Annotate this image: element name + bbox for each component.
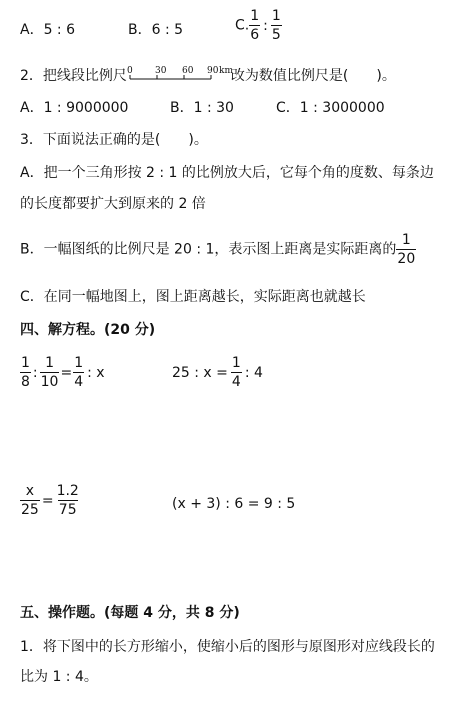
equation-1-tail: : x: [87, 364, 105, 381]
equation-3-fraction-1: [20, 484, 40, 517]
equation-1-equals: =: [60, 364, 73, 381]
q3-option-b-fraction: [396, 233, 416, 266]
scale-tick-0: 0: [126, 66, 133, 76]
equation-1-fraction-2: [40, 356, 60, 389]
scale-tick-30: 30: [154, 66, 167, 76]
fraction-denominator: 75: [58, 502, 77, 518]
q3-stem: 3．下面说法正确的是( )。: [20, 132, 208, 148]
q3-option-b-text: B．一幅图纸的比例尺是 20 : 1，表示图上距离是实际距离的: [20, 241, 397, 258]
q1-option-b: B．6 : 5: [128, 22, 184, 38]
fraction-denominator: 20: [397, 251, 416, 267]
section-5-title: 五、操作题。(每题 4 分，共 8 分): [20, 605, 240, 621]
fraction-denominator: 6: [250, 27, 260, 43]
q3-option-a-line-1: A．把一个三角形按 2 : 1 的比例放大后，它每个角的度数、每条边: [20, 165, 434, 181]
q1-option-a: A．5 : 6: [20, 22, 76, 38]
fraction-numerator: x: [25, 483, 35, 499]
q3-option-c: C．在同一幅地图上，图上距离越长，实际距离也就越长: [20, 289, 366, 305]
section-5-q1-line-1: 1．将下图中的长方形缩小，使缩小后的图形与原图形对应线段长的: [20, 639, 435, 655]
fraction-numerator: 1: [250, 8, 260, 24]
q1-option-c-fraction-2: [271, 9, 282, 42]
fraction-numerator: 1: [21, 355, 30, 371]
q2-suffix: 改为数值比例尺是( )。: [230, 68, 396, 84]
q3-option-a-line-2: 的长度都要扩大到原来的 2 倍: [20, 196, 206, 212]
equation-2-fraction: [231, 356, 242, 389]
fraction-numerator: 1: [45, 355, 55, 371]
q3-option-b: [20, 233, 416, 266]
equation-3: [20, 484, 80, 517]
fraction-denominator: 10: [40, 374, 59, 390]
equation-3-equals: =: [41, 492, 54, 509]
scale-unit: km: [218, 66, 233, 76]
equation-1-fraction-1: [20, 356, 31, 389]
scale-tick-60: 60: [181, 66, 194, 76]
equation-4: (x + 3) : 6 = 9 : 5: [172, 496, 296, 512]
fraction-denominator: 8: [21, 374, 30, 390]
fraction-numerator: 1: [401, 232, 411, 248]
q1-option-c: [235, 9, 282, 42]
q2-stem: [20, 66, 396, 86]
fraction-numerator: 1: [74, 355, 84, 371]
line-scale: [127, 66, 231, 86]
section-4-title: 四、解方程。(20 分): [20, 322, 156, 338]
fraction-denominator: 5: [271, 27, 281, 43]
q1-option-c-colon: :: [263, 17, 268, 34]
equation-2-tail: : 4: [244, 364, 263, 381]
section-5-q1-line-2: 比为 1 : 4。: [20, 669, 98, 685]
fraction-denominator: 4: [231, 374, 241, 390]
q2-option-b: B．1 : 30: [170, 100, 234, 116]
fraction-numerator: 1.2: [56, 483, 79, 499]
equation-2-lead: 25 : x =: [172, 364, 228, 381]
scale-tick-90: 90: [206, 66, 219, 76]
q1-option-c-fraction-1: [249, 9, 260, 42]
fraction-denominator: 4: [74, 374, 84, 390]
fraction-numerator: 1: [271, 8, 281, 24]
equation-2: [172, 356, 263, 389]
fraction-numerator: 1: [231, 355, 241, 371]
q2-option-a: A．1 : 9000000: [20, 100, 129, 116]
fraction-denominator: 25: [21, 502, 39, 518]
equation-3-fraction-2: [56, 484, 80, 517]
equation-1-fraction-3: [73, 356, 84, 389]
equation-1: [20, 356, 105, 389]
equation-1-colon: :: [32, 364, 38, 381]
q2-option-c: C．1 : 3000000: [276, 100, 385, 116]
q2-prefix: 2．把线段比例尺: [20, 68, 127, 84]
q1-option-c-prefix: C.: [235, 17, 250, 34]
